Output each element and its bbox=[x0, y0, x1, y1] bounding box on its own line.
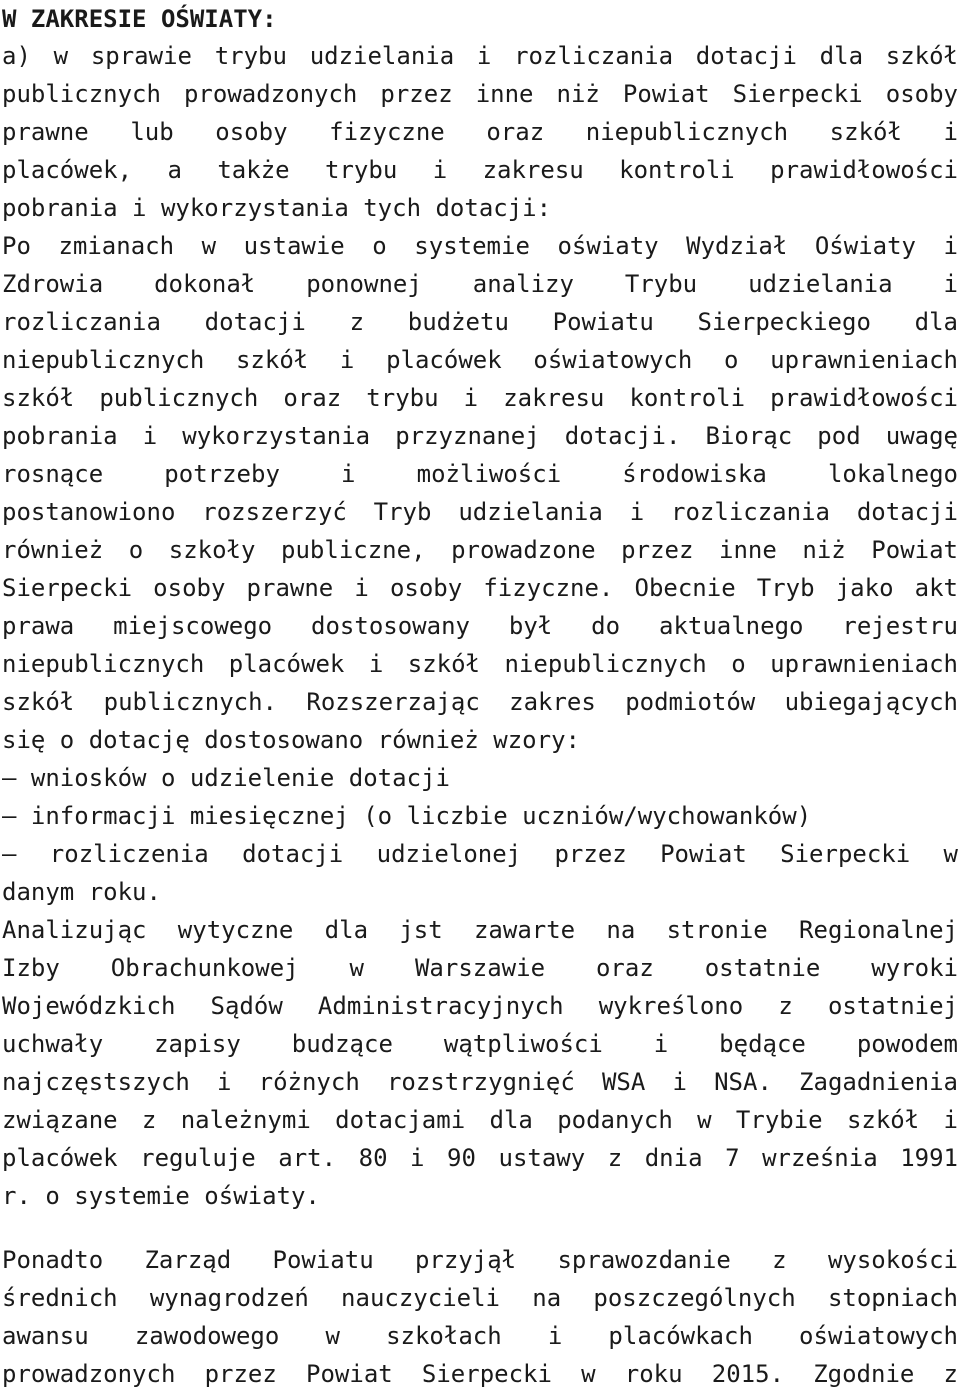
text-line: pobrania i wykorzystania przyznanej dotacji. Biorąc pod uwagę bbox=[2, 422, 958, 450]
text-line: niepublicznych szkół i placówek oświatowych o uprawnieniach bbox=[2, 346, 958, 374]
text-line: danym roku. bbox=[2, 878, 161, 906]
text-line: rosnące potrzeby i możliwości środowiska lokalnego bbox=[2, 460, 958, 488]
text-line: również o szkoły publiczne, prowadzone przez inne niż Powiat bbox=[2, 536, 958, 564]
text-line: Wojewódzkich Sądów Administracyjnych wykreślono z ostatniej bbox=[2, 992, 958, 1020]
text-line: publicznych prowadzonych przez inne niż Powiat Sierpecki osoby bbox=[2, 80, 958, 108]
section-heading: W ZAKRESIE OŚWIATY: bbox=[2, 5, 277, 33]
text-line: średnich wynagrodzeń nauczycieli na poszczególnych stopniach bbox=[2, 1284, 958, 1312]
text-line: Zdrowia dokonał ponownej analizy Trybu udzielania i bbox=[2, 270, 958, 298]
text-line: placówek, a także trybu i zakresu kontroli prawidłowości bbox=[2, 156, 958, 184]
text-line: niepublicznych placówek i szkół niepublicznych o uprawnieniach bbox=[2, 650, 958, 678]
text-line: pobrania i wykorzystania tych dotacji: bbox=[2, 194, 552, 222]
text-line: postanowiono rozszerzyć Tryb udzielania i rozliczania dotacji bbox=[2, 498, 958, 526]
text-line: Izby Obrachunkowej w Warszawie oraz ostatnie wyroki bbox=[2, 954, 958, 982]
text-line: szkół publicznych oraz trybu i zakresu kontroli prawidłowości bbox=[2, 384, 958, 412]
text-line: Sierpecki osoby prawne i osoby fizyczne. Obecnie Tryb jako akt bbox=[2, 574, 958, 602]
text-line: uchwały zapisy budzące wątpliwości i będące powodem bbox=[2, 1030, 958, 1058]
list-item: – rozliczenia dotacji udzielonej przez Powiat Sierpecki w bbox=[2, 840, 958, 868]
text-line: prawne lub osoby fizyczne oraz niepublicznych szkół i bbox=[2, 118, 958, 146]
text-line: się o dotację dostosowano również wzory: bbox=[2, 726, 580, 754]
list-item: – informacji miesięcznej (o liczbie uczniów/wychowanków) bbox=[2, 802, 812, 830]
text-line: r. o systemie oświaty. bbox=[2, 1182, 320, 1210]
text-line: a) w sprawie trybu udzielania i rozliczania dotacji dla szkół bbox=[2, 42, 958, 70]
text-line: placówek reguluje art. 80 i 90 ustawy z dnia 7 września 1991 bbox=[2, 1144, 958, 1172]
list-item: – wniosków o udzielenie dotacji bbox=[2, 764, 450, 792]
text-line: prawa miejscowego dostosowany był do aktualnego rejestru bbox=[2, 612, 958, 640]
text-line: Ponadto Zarząd Powiatu przyjął sprawozdanie z wysokości bbox=[2, 1246, 958, 1274]
text-line: związane z należnymi dotacjami dla podanych w Trybie szkół i bbox=[2, 1106, 958, 1134]
text-line: Analizując wytyczne dla jst zawarte na stronie Regionalnej bbox=[2, 916, 958, 944]
text-line: rozliczania dotacji z budżetu Powiatu Sierpeckiego dla bbox=[2, 308, 958, 336]
text-line: awansu zawodowego w szkołach i placówkach oświatowych bbox=[2, 1322, 958, 1350]
text-line: prowadzonych przez Powiat Sierpecki w roku 2015. Zgodnie z bbox=[2, 1360, 958, 1388]
text-line: Po zmianach w ustawie o systemie oświaty Wydział Oświaty i bbox=[2, 232, 958, 260]
text-line: szkół publicznych. Rozszerzając zakres podmiotów ubiegających bbox=[2, 688, 958, 716]
text-line: najczęstszych i różnych rozstrzygnięć WSA i NSA. Zagadnienia bbox=[2, 1068, 958, 1096]
